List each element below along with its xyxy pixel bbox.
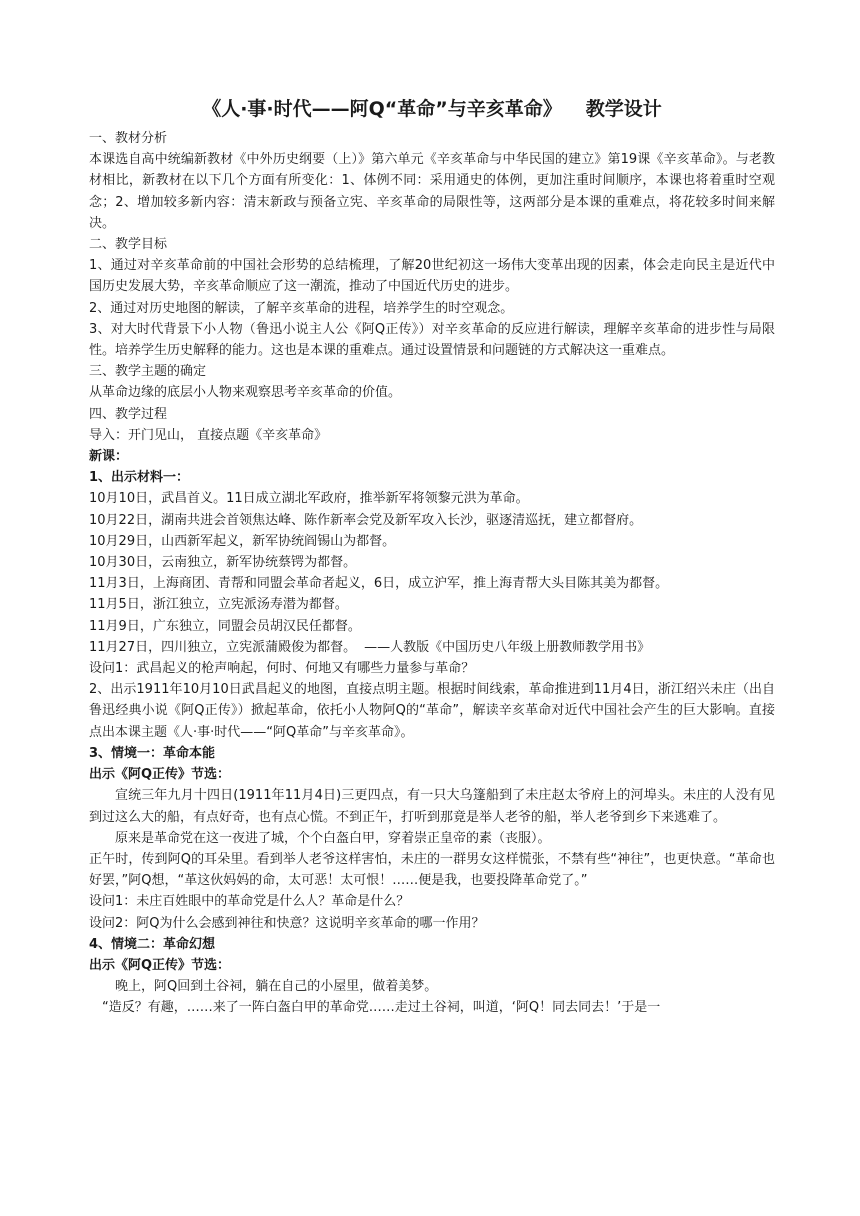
scenario-1-question-2: 设问2：阿Q为什么会感到神往和快意？这说明辛亥革命的哪一作用？ [89, 915, 485, 931]
timeline-line-3: 10月29日，山西新军起义，新军协统阎锡山为都督。 [89, 533, 396, 549]
scenario-1-excerpt-3: 正午时，传到阿Q的耳朵里。看到举人老爷这样害怕，未庄的一群男女这样慌张，不禁有些“神往”，也更快意。“革命也好罢，”阿Q想，“革这伙妈妈的命，太可恶！太可恨！……便是我，也要投降革命党了。” [89, 851, 775, 889]
timeline-line-1: 10月10日，武昌首义。11日成立湖北军政府，推举新军将领黎元洪为革命。 [89, 491, 529, 507]
material-1-source: ——人教版《中国历史八年级上册教师教学用书》 [364, 639, 651, 655]
goal-item-2: 2、通过对历史地图的解读，了解辛亥革命的进程，培养学生的时空观念。 [89, 300, 514, 316]
goal-item-3: 3、对大时代背景下小人物（鲁迅小说主人公《阿Q正传》）对辛亥革命的反应进行解读，理解辛亥革命的进步性与局限性。培养学生历史解释的能力。这也是本课的重难点。通过设置情景和问题链的方式解决这一重难点。 [89, 321, 775, 359]
section-heading-textbook-analysis: 一、教材分析 [89, 131, 168, 146]
section-heading-teaching-goals: 二、教学目标 [89, 237, 168, 253]
document-title [89, 94, 775, 124]
label-new-lesson: 新课： [89, 449, 129, 465]
goal-item-1: 1、通过对辛亥革命前的中国社会形势的总结梳理，了解20世纪初这一场伟大变革出现的因素，体会走向民主是近代中国历史发展大势，辛亥革命顺应了这一潮流，推动了中国近代历史的进步。 [89, 258, 775, 295]
paragraph-theme: 从革命边缘的底层小人物来观察思考辛亥革命的价值。 [89, 385, 402, 401]
section-heading-process: 四、教学过程 [89, 406, 168, 422]
scenario-2-source: 出示《阿Q正传》节选： [89, 957, 231, 973]
scenario-2-excerpt-1: 晚上，阿Q回到土谷祠，躺在自己的小屋里，做着美梦。 [115, 979, 438, 995]
document-page [89, 94, 775, 1019]
scenario-1-excerpt-2: 原来是革命党在这一夜进了城，个个白盔白甲，穿着崇正皇帝的素（丧服）。 [115, 830, 551, 846]
scenario-2-excerpt-2: “造反？有趣，……来了一阵白盔白甲的革命党……走过土谷祠，叫道，‘阿Q！同去同去！’于是一 [102, 1000, 661, 1016]
timeline-line-4: 10月30日，云南独立，新军协统蔡锷为都督。 [89, 555, 357, 571]
scenario-1-question-1: 设问1：未庄百姓眼中的革命党是什么人？革命是什么？ [89, 894, 410, 910]
paragraph-map-step: 2、出示1911年10月10日武昌起义的地图，直接点明主题。根据时间线索，革命推进到11月4日，浙江绍兴未庄（出自鲁迅经典小说《阿Q正传》）掀起革命，依托小人物阿Q的“革命”，解读辛亥革命对近代中国社会产生的巨大影响。直接点出本课主题《人·事·时代——“阿Q革命”与辛亥革命》。 [89, 682, 775, 740]
section-heading-theme: 三、教学主题的确定 [89, 364, 207, 380]
timeline-line-6: 11月5日，浙江独立，立宪派汤寿潜为都督。 [89, 597, 348, 613]
timeline-line-7: 11月9日，广东独立，同盟会员胡汉民任都督。 [89, 618, 361, 634]
timeline-line-8-text: 11月27日，四川独立，立宪派蒲殿俊为都督。 [89, 639, 357, 655]
material-1-question: 设问1：武昌起义的枪声响起，何时、何地又有哪些力量参与革命？ [89, 661, 475, 677]
material-1-heading: 1、出示材料一： [89, 470, 190, 486]
title-main: 《人·事·时代——阿Q“革命”与辛亥革命》 [202, 98, 562, 120]
timeline-line-2: 10月22日，湖南共进会首领焦达峰、陈作新率会党及新军攻入长沙，驱逐清巡抚，建立都督府。 [89, 512, 643, 528]
scenario-2-heading: 4、情境二：革命幻想 [89, 936, 216, 952]
paragraph-textbook-analysis: 本课选自高中统编新教材《中外历史纲要（上）》第六单元《辛亥革命与中华民国的建立》第19课《辛亥革命》。与老教材相比，新教材在以下几个方面有所变化：1、体例不同：采用通史的体例，更加注重时间顺序，本课也将着重时空观念；2、增加较多新内容：清末新政与预备立宪、辛亥革命的局限性等，这两部分是本课的重难点，将花较多时间来解决。 [89, 152, 775, 231]
title-suffix: 教学设计 [585, 98, 662, 120]
scenario-1-excerpt-1: 宣统三年九月十四日(1911年11月4日)三更四点，有一只大乌篷船到了未庄赵太爷府上的河埠头。未庄的人没有见到过这么大的船，有点好奇，也有点心慌。不到正午，打听到那竟是举人老爷的船，举人老爷到乡下来逃难了。 [89, 788, 775, 825]
scenario-1-source: 出示《阿Q正传》节选： [89, 767, 231, 783]
timeline-line-8 [89, 637, 775, 658]
scenario-1-heading: 3、情境一：革命本能 [89, 745, 216, 761]
paragraph-intro: 导入：开门见山， 直接点题《辛亥革命》 [89, 427, 328, 443]
timeline-line-5: 11月3日，上海商团、青帮和同盟会革命者起义，6日，成立沪军，推上海青帮大头目陈其美为都督。 [89, 576, 669, 592]
